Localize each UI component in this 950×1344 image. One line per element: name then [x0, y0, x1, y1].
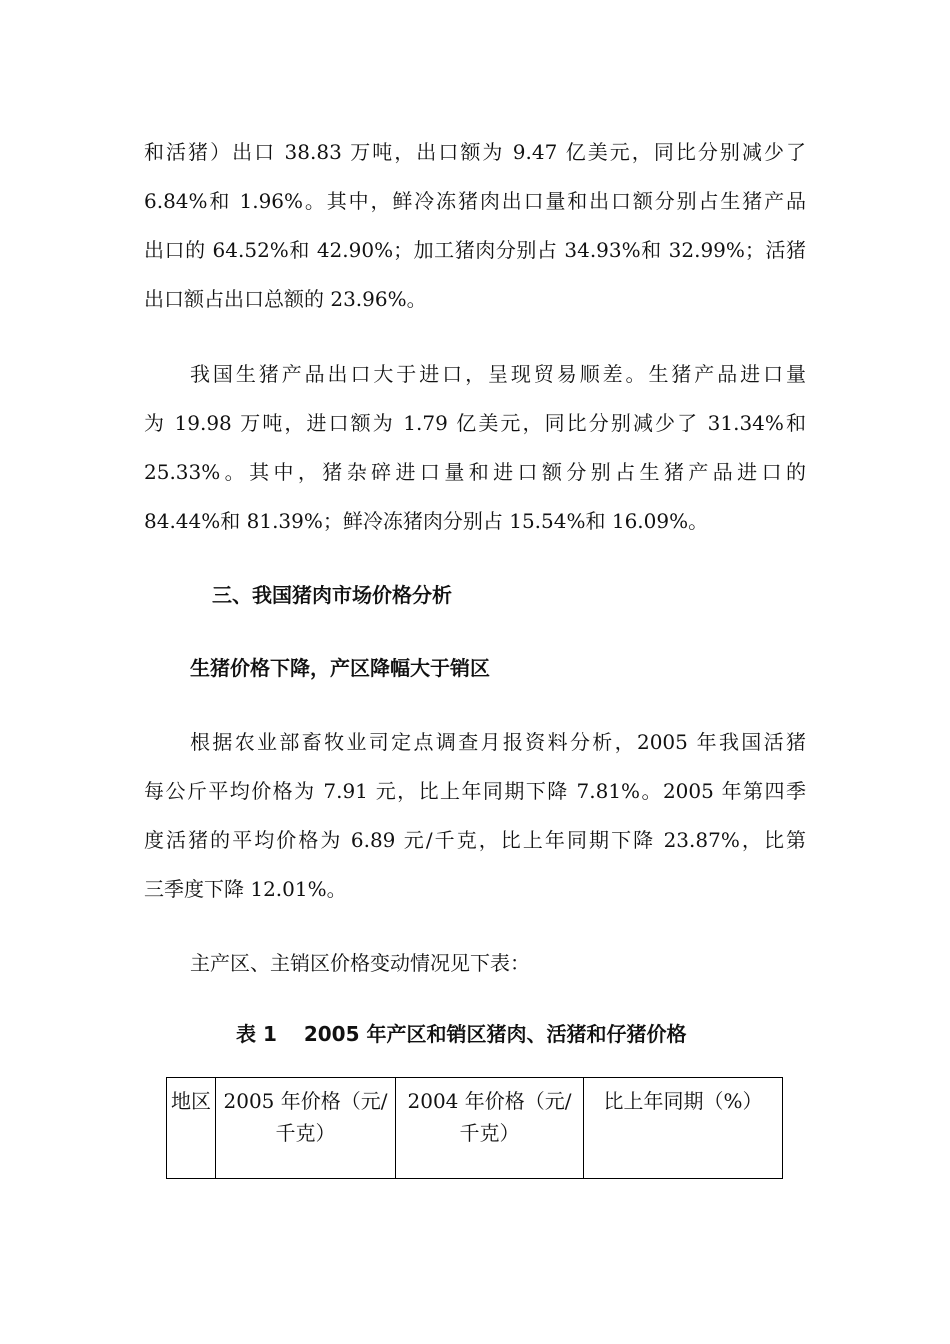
header-text: 2005 年价格（元/ — [223, 1089, 388, 1113]
paragraph-line: 出口额占出口总额的 23.96%。 — [144, 287, 427, 311]
paragraph-line: 和活猪）出口 38.83 万吨，出口额为 9.47 亿美元，同比分别减少了 — [144, 140, 806, 164]
paragraph-line: 每公斤平均价格为 7.91 元，比上年同期下降 7.81%。2005 年第四季 — [144, 779, 806, 803]
paragraph-line: 出口的 64.52%和 42.90%；加工猪肉分别占 34.93%和 32.99%；活猪 — [144, 238, 806, 262]
header-text: 比上年同期（%） — [603, 1089, 763, 1113]
header-text: 千克） — [275, 1121, 336, 1145]
section-heading: 三、我国猪肉市场价格分析 — [212, 583, 452, 607]
header-price-2004 — [396, 1078, 584, 1179]
paragraph-line: 度活猪的平均价格为 6.89 元/千克，比上年同期下降 23.87%，比第 — [144, 828, 806, 852]
header-yoy-change — [584, 1078, 783, 1179]
paragraph-line: 我国生猪产品出口大于进口，呈现贸易顺差。生猪产品进口量 — [190, 362, 806, 386]
paragraph-line: 三季度下降 12.01%。 — [144, 877, 347, 901]
paragraph-line: 根据农业部畜牧业司定点调查月报资料分析，2005 年我国活猪 — [190, 730, 806, 754]
header-text: 2004 年价格（元/ — [407, 1089, 572, 1113]
paragraph-line: 6.84%和 1.96%。其中，鲜冷冻猪肉出口量和出口额分别占生猪产品 — [144, 189, 806, 213]
paragraph-line: 为 19.98 万吨，进口额为 1.79 亿美元，同比分别减少了 31.34%和 — [144, 411, 806, 435]
paragraph-line: 主产区、主销区价格变动情况见下表： — [190, 951, 530, 975]
sub-heading: 生猪价格下降，产区降幅大于销区 — [190, 656, 490, 680]
header-region — [167, 1078, 216, 1179]
table-caption: 表 1 2005 年产区和销区猪肉、活猪和仔猪价格 — [236, 1022, 687, 1046]
header-text: 千克） — [459, 1121, 520, 1145]
price-table — [166, 1077, 783, 1179]
table-header-row — [167, 1078, 783, 1179]
paragraph-line: 84.44%和 81.39%；鲜冷冻猪肉分别占 15.54%和 16.09%。 — [144, 509, 709, 533]
paragraph-line: 25.33%。其中，猪杂碎进口量和进口额分别占生猪产品进口的 — [144, 460, 806, 484]
header-text: 地区 — [171, 1089, 211, 1113]
header-price-2005 — [216, 1078, 396, 1179]
